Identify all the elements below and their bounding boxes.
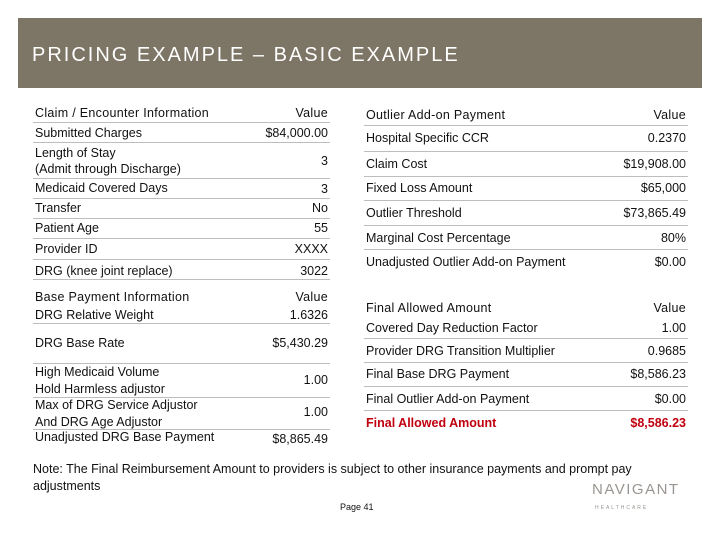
row-label: Provider DRG Transition Multiplier <box>366 344 555 358</box>
row-value: 3 <box>321 182 328 196</box>
row-label: DRG (knee joint replace) <box>35 264 173 278</box>
row-value: XXXX <box>294 242 328 256</box>
row-label: Provider ID <box>35 242 98 256</box>
row-label-line2: (Admit through Discharge) <box>35 162 181 176</box>
row-value: 0.9685 <box>647 344 686 358</box>
table-row <box>33 324 330 364</box>
outlier-table-header-label: Outlier Add-on Payment <box>366 108 506 122</box>
table-row <box>364 201 688 226</box>
logo-tagline: HEALTHCARE <box>595 505 649 511</box>
claim-table <box>33 104 330 280</box>
row-label: Claim Cost <box>366 157 428 171</box>
table-row <box>364 126 688 152</box>
table-row <box>33 123 330 143</box>
row-label-line2: And DRG Age Adjustor <box>35 415 163 429</box>
navigant-logo <box>592 481 692 517</box>
row-label: Final Outlier Add-on Payment <box>366 392 530 406</box>
row-value: 0.2370 <box>647 131 686 145</box>
table-row <box>364 387 688 411</box>
row-value: 1.6326 <box>289 308 328 322</box>
outlier-table-header-value: Value <box>653 108 686 122</box>
row-label: High Medicaid Volume <box>35 365 160 379</box>
footnote: Note: The Final Reimbursement Amount to providers is subject to other insurance payments and prompt pay adjustments <box>33 462 632 493</box>
row-value: 1.00 <box>303 373 328 387</box>
row-value: $0.00 <box>654 392 686 406</box>
claim-table-header-label: Claim / Encounter Information <box>35 106 210 120</box>
outlier-table <box>364 104 688 272</box>
final-table-header <box>364 299 688 339</box>
row-value: $8,586.23 <box>630 367 686 381</box>
row-value: $73,865.49 <box>623 206 686 220</box>
outlier-table-header <box>364 104 688 126</box>
title-banner <box>18 18 702 88</box>
row-value: $19,908.00 <box>623 157 686 171</box>
table-row <box>364 177 688 201</box>
final-allowed-label: Final Allowed Amount <box>366 416 497 430</box>
row-value: 1.00 <box>303 405 328 419</box>
row-label: Patient Age <box>35 221 99 235</box>
row-value: $5,430.29 <box>272 336 328 350</box>
row-label: Outlier Threshold <box>366 206 462 220</box>
row-label: Unadjusted DRG Base Payment <box>35 430 215 444</box>
final-allowed-value: $8,586.23 <box>630 416 686 430</box>
row-label: Transfer <box>35 201 82 215</box>
logo-wordmark: NAVIGANT <box>592 481 680 498</box>
row-label: Final Base DRG Payment <box>366 367 510 381</box>
row-label: Medicaid Covered Days <box>35 181 168 195</box>
table-row <box>33 179 330 199</box>
claim-table-header <box>33 104 330 123</box>
page-title: PRICING EXAMPLE – BASIC EXAMPLE <box>32 44 460 66</box>
table-row <box>364 339 688 363</box>
table-row <box>364 411 688 435</box>
row-value: 3022 <box>300 264 328 278</box>
table-row <box>364 152 688 177</box>
table-row <box>33 398 330 430</box>
table-row <box>33 239 330 260</box>
row-label: Max of DRG Service Adjustor <box>35 398 198 412</box>
table-row <box>364 226 688 250</box>
row-value: 3 <box>321 154 328 168</box>
base-payment-table <box>33 288 330 450</box>
table-row <box>33 364 330 398</box>
final-table-header-value: Value <box>653 301 686 315</box>
table-row <box>33 430 330 450</box>
row-value: $65,000 <box>640 181 686 195</box>
row-label: Fixed Loss Amount <box>366 181 473 195</box>
table-row <box>33 199 330 219</box>
row-value: 1.00 <box>661 321 686 335</box>
final-table <box>364 299 688 435</box>
row-label: Unadjusted Outlier Add-on Payment <box>366 255 566 269</box>
table-row <box>364 363 688 387</box>
row-value: 80% <box>660 231 686 245</box>
table-row <box>33 219 330 239</box>
table-row <box>364 250 688 274</box>
base-table-header-label: Base Payment Information <box>35 290 190 304</box>
base-table-header <box>33 288 330 324</box>
row-value: 55 <box>314 221 328 235</box>
final-table-header-label: Final Allowed Amount <box>366 301 492 315</box>
row-label: DRG Relative Weight <box>35 308 154 322</box>
row-label: Covered Day Reduction Factor <box>366 321 538 335</box>
row-value: No <box>312 201 328 215</box>
row-value: $8,865.49 <box>272 432 328 446</box>
base-table-header-value: Value <box>295 290 328 304</box>
row-value: $84,000.00 <box>265 126 328 140</box>
row-label: Hospital Specific CCR <box>366 131 489 145</box>
claim-table-header-value: Value <box>295 106 328 120</box>
page-number: Page 41 <box>340 502 374 512</box>
row-label-line2: Hold Harmless adjustor <box>35 382 165 396</box>
row-value: $0.00 <box>654 255 686 269</box>
table-row <box>33 143 330 179</box>
row-label: Submitted Charges <box>35 126 143 140</box>
row-label: Length of Stay <box>35 146 116 160</box>
table-row <box>33 260 330 280</box>
row-label: Marginal Cost Percentage <box>366 231 511 245</box>
row-label: DRG Base Rate <box>35 336 125 350</box>
